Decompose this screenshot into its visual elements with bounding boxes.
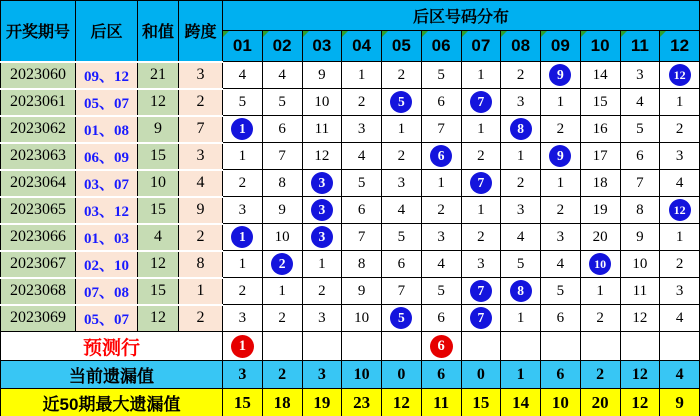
ball-cell-03: 2 — [302, 278, 342, 305]
period-cell: 2023068 — [1, 278, 76, 305]
ball-column-label: 09 — [550, 36, 570, 55]
ball-cell-11: 5 — [620, 116, 660, 143]
prediction-cell-02[interactable] — [262, 332, 302, 361]
ball-cell-02: 4 — [262, 62, 302, 89]
period-cell: 2023067 — [1, 251, 76, 278]
ball-cell-02: 6 — [262, 116, 302, 143]
ball-cell-06: 5 — [421, 278, 461, 305]
comment-marker-icon — [581, 31, 587, 37]
ball-cell-06: 6 — [421, 305, 461, 332]
current-omission-cell-12: 4 — [660, 361, 700, 389]
hit-ball: 5 — [390, 307, 412, 329]
prediction-row — [1, 332, 700, 361]
header-period: 开奖期号 — [1, 1, 76, 62]
ball-cell-12: 2 — [660, 251, 700, 278]
ball-cell-10: 2 — [580, 305, 620, 332]
ball-cell-09: 4 — [541, 251, 581, 278]
current-omission-cell-02: 2 — [262, 361, 302, 389]
hit-ball: 10 — [589, 253, 611, 275]
ball-cell-09: 5 — [541, 278, 581, 305]
ball-cell-12: 3 — [660, 278, 700, 305]
ball-cell-11: 8 — [620, 197, 660, 224]
ball-cell-03: 11 — [302, 116, 342, 143]
ball-cell-12: 4 — [660, 170, 700, 197]
prediction-cell-06[interactable] — [421, 332, 461, 361]
comment-marker-icon — [660, 31, 666, 37]
ball-cell-07: 2 — [461, 143, 501, 170]
ball-column-header-07 — [461, 31, 501, 62]
max-omission-cell-01: 15 — [223, 389, 263, 416]
hit-ball: 1 — [231, 226, 253, 248]
header-sum: 和值 — [138, 1, 179, 62]
current-omission-cell-01: 3 — [223, 361, 263, 389]
prediction-cell-10[interactable] — [580, 332, 620, 361]
period-cell: 2023069 — [1, 305, 76, 332]
max-omission-label: 近50期最大遗漏值 — [1, 389, 223, 416]
header-row-top — [1, 1, 700, 31]
ball-cell-07: 3 — [461, 251, 501, 278]
ball-column-header-02 — [262, 31, 302, 62]
draw-row-2023060 — [1, 62, 700, 89]
ball-column-label: 03 — [312, 36, 332, 55]
ball-cell-06: 5 — [421, 62, 461, 89]
ball-cell-09: 1 — [541, 170, 581, 197]
ball-cell-12: 3 — [660, 143, 700, 170]
ball-cell-10 — [580, 251, 620, 278]
ball-cell-05: 5 — [382, 224, 422, 251]
current-omission-cell-11: 12 — [620, 361, 660, 389]
ball-cell-01: 5 — [223, 89, 263, 116]
hit-ball: 6 — [430, 145, 452, 167]
ball-cell-10: 17 — [580, 143, 620, 170]
ball-cell-09: 6 — [541, 305, 581, 332]
span-cell: 4 — [179, 170, 223, 197]
ball-cell-06: 1 — [421, 170, 461, 197]
ball-cell-01: 2 — [223, 278, 263, 305]
draw-row-2023066 — [1, 224, 700, 251]
span-cell: 8 — [179, 251, 223, 278]
sum-cell: 12 — [138, 251, 179, 278]
comment-marker-icon — [382, 31, 388, 37]
back-zone-cell: 01、03 — [76, 224, 138, 251]
back-zone-cell: 05、07 — [76, 305, 138, 332]
ball-column-header-04 — [342, 31, 382, 62]
current-omission-row — [1, 361, 700, 389]
ball-cell-02: 8 — [262, 170, 302, 197]
comment-marker-icon — [223, 31, 229, 37]
ball-cell-04: 4 — [342, 143, 382, 170]
ball-cell-04: 6 — [342, 197, 382, 224]
ball-cell-08 — [501, 116, 541, 143]
ball-cell-02: 1 — [262, 278, 302, 305]
sum-cell: 9 — [138, 116, 179, 143]
max-omission-row — [1, 389, 700, 416]
hit-ball: 1 — [231, 118, 253, 140]
draw-row-2023063 — [1, 143, 700, 170]
ball-cell-04: 10 — [342, 305, 382, 332]
ball-cell-09 — [541, 143, 581, 170]
current-omission-cell-10: 2 — [580, 361, 620, 389]
ball-cell-11: 4 — [620, 89, 660, 116]
ball-cell-04: 1 — [342, 62, 382, 89]
sum-cell: 15 — [138, 278, 179, 305]
max-omission-cell-08: 14 — [501, 389, 541, 416]
ball-cell-08: 1 — [501, 143, 541, 170]
draw-row-2023069 — [1, 305, 700, 332]
span-cell: 1 — [179, 278, 223, 305]
ball-cell-11: 9 — [620, 224, 660, 251]
ball-cell-12: 1 — [660, 89, 700, 116]
span-cell: 3 — [179, 62, 223, 89]
ball-column-label: 01 — [232, 36, 252, 55]
draw-row-2023061 — [1, 89, 700, 116]
ball-cell-07 — [461, 170, 501, 197]
max-omission-cell-11: 12 — [620, 389, 660, 416]
ball-cell-08: 3 — [501, 197, 541, 224]
ball-cell-06: 7 — [421, 116, 461, 143]
ball-cell-01: 3 — [223, 197, 263, 224]
prediction-ball: 1 — [231, 335, 254, 358]
hit-ball: 12 — [669, 64, 691, 86]
current-omission-cell-06: 6 — [421, 361, 461, 389]
current-omission-label: 当前遗漏值 — [1, 361, 223, 389]
draw-row-2023065 — [1, 197, 700, 224]
ball-cell-03: 9 — [302, 62, 342, 89]
hit-ball: 7 — [470, 172, 492, 194]
draw-row-2023062 — [1, 116, 700, 143]
hit-ball: 3 — [311, 226, 333, 248]
ball-cell-12 — [660, 62, 700, 89]
ball-cell-07 — [461, 305, 501, 332]
max-omission-cell-02: 18 — [262, 389, 302, 416]
ball-column-header-08 — [501, 31, 541, 62]
ball-cell-07: 1 — [461, 62, 501, 89]
sum-cell: 21 — [138, 62, 179, 89]
back-zone-cell: 02、10 — [76, 251, 138, 278]
ball-cell-06: 3 — [421, 224, 461, 251]
ball-cell-05: 4 — [382, 197, 422, 224]
max-omission-cell-07: 15 — [461, 389, 501, 416]
ball-cell-01: 3 — [223, 305, 263, 332]
ball-column-header-10 — [580, 31, 620, 62]
ball-cell-04: 9 — [342, 278, 382, 305]
ball-cell-03: 3 — [302, 305, 342, 332]
span-cell: 9 — [179, 197, 223, 224]
sum-cell: 10 — [138, 170, 179, 197]
period-cell: 2023063 — [1, 143, 76, 170]
current-omission-cell-08: 1 — [501, 361, 541, 389]
hit-ball: 9 — [549, 64, 571, 86]
hit-ball: 7 — [470, 280, 492, 302]
comment-marker-icon — [462, 31, 468, 37]
max-omission-cell-12: 9 — [660, 389, 700, 416]
ball-cell-10: 18 — [580, 170, 620, 197]
comment-marker-icon — [342, 31, 348, 37]
ball-cell-07: 1 — [461, 197, 501, 224]
hit-ball: 5 — [390, 91, 412, 113]
ball-column-label: 11 — [630, 36, 649, 55]
prediction-cell-07[interactable] — [461, 332, 501, 361]
span-cell: 2 — [179, 305, 223, 332]
ball-column-label: 02 — [272, 36, 292, 55]
ball-cell-07 — [461, 278, 501, 305]
ball-cell-06 — [421, 143, 461, 170]
ball-cell-08: 1 — [501, 305, 541, 332]
comment-marker-icon — [303, 31, 309, 37]
span-cell: 2 — [179, 224, 223, 251]
ball-cell-06: 4 — [421, 251, 461, 278]
span-cell: 2 — [179, 89, 223, 116]
back-zone-cell: 03、07 — [76, 170, 138, 197]
draw-row-2023064 — [1, 170, 700, 197]
ball-cell-07: 2 — [461, 224, 501, 251]
ball-cell-07 — [461, 89, 501, 116]
ball-cell-05 — [382, 305, 422, 332]
max-omission-cell-05: 12 — [382, 389, 422, 416]
ball-column-label: 08 — [511, 36, 531, 55]
max-omission-cell-04: 23 — [342, 389, 382, 416]
hit-ball: 7 — [470, 307, 492, 329]
ball-cell-05 — [382, 89, 422, 116]
ball-column-label: 04 — [352, 36, 372, 55]
ball-column-label: 05 — [391, 36, 411, 55]
prediction-cell-08[interactable] — [501, 332, 541, 361]
hit-ball: 12 — [669, 199, 691, 221]
ball-cell-09: 2 — [541, 197, 581, 224]
ball-cell-11: 10 — [620, 251, 660, 278]
ball-cell-06: 2 — [421, 197, 461, 224]
ball-cell-12: 4 — [660, 305, 700, 332]
period-cell: 2023064 — [1, 170, 76, 197]
ball-cell-05: 7 — [382, 278, 422, 305]
back-zone-cell: 07、08 — [76, 278, 138, 305]
ball-cell-11: 11 — [620, 278, 660, 305]
ball-column-header-06 — [421, 31, 461, 62]
period-cell: 2023060 — [1, 62, 76, 89]
back-zone-cell: 01、08 — [76, 116, 138, 143]
draw-row-2023068 — [1, 278, 700, 305]
prediction-cell-03[interactable] — [302, 332, 342, 361]
ball-cell-04: 2 — [342, 89, 382, 116]
ball-cell-11: 6 — [620, 143, 660, 170]
ball-cell-08: 4 — [501, 224, 541, 251]
back-zone-cell: 06、09 — [76, 143, 138, 170]
period-cell: 2023062 — [1, 116, 76, 143]
sum-cell: 15 — [138, 197, 179, 224]
ball-cell-09 — [541, 62, 581, 89]
ball-cell-05: 2 — [382, 143, 422, 170]
sum-cell: 12 — [138, 305, 179, 332]
ball-cell-09: 3 — [541, 224, 581, 251]
comment-marker-icon — [263, 31, 269, 37]
prediction-cell-01[interactable] — [223, 332, 263, 361]
ball-cell-02: 5 — [262, 89, 302, 116]
ball-cell-06: 6 — [421, 89, 461, 116]
ball-cell-01 — [223, 116, 263, 143]
ball-cell-01: 4 — [223, 62, 263, 89]
current-omission-cell-07: 0 — [461, 361, 501, 389]
ball-cell-02: 10 — [262, 224, 302, 251]
ball-cell-03: 10 — [302, 89, 342, 116]
prediction-cell-11[interactable] — [620, 332, 660, 361]
sum-cell: 15 — [138, 143, 179, 170]
ball-cell-03: 12 — [302, 143, 342, 170]
back-zone-cell: 05、07 — [76, 89, 138, 116]
ball-cell-04: 5 — [342, 170, 382, 197]
span-cell: 3 — [179, 143, 223, 170]
ball-cell-02: 7 — [262, 143, 302, 170]
period-cell: 2023065 — [1, 197, 76, 224]
hit-ball: 9 — [549, 145, 571, 167]
ball-cell-01: 1 — [223, 143, 263, 170]
ball-cell-02: 9 — [262, 197, 302, 224]
prediction-row-label: 预测行 — [1, 332, 223, 361]
ball-column-header-03 — [302, 31, 342, 62]
ball-cell-11: 3 — [620, 62, 660, 89]
hit-ball: 8 — [510, 280, 532, 302]
ball-cell-08: 2 — [501, 170, 541, 197]
header-distribution: 后区号码分布 — [223, 1, 700, 31]
comment-marker-icon — [621, 31, 627, 37]
ball-cell-01 — [223, 224, 263, 251]
ball-cell-08 — [501, 278, 541, 305]
period-cell: 2023066 — [1, 224, 76, 251]
ball-cell-10: 16 — [580, 116, 620, 143]
ball-cell-01: 1 — [223, 251, 263, 278]
sum-cell: 12 — [138, 89, 179, 116]
ball-column-label: 07 — [471, 36, 491, 55]
ball-column-header-12 — [660, 31, 700, 62]
prediction-cell-05[interactable] — [382, 332, 422, 361]
current-omission-cell-03: 3 — [302, 361, 342, 389]
ball-cell-03 — [302, 170, 342, 197]
ball-column-header-09 — [541, 31, 581, 62]
comment-marker-icon — [422, 31, 428, 37]
ball-cell-08: 2 — [501, 62, 541, 89]
ball-cell-05: 3 — [382, 170, 422, 197]
ball-cell-12: 2 — [660, 116, 700, 143]
ball-cell-11: 7 — [620, 170, 660, 197]
comment-marker-icon — [501, 31, 507, 37]
ball-cell-10: 14 — [580, 62, 620, 89]
ball-cell-09: 2 — [541, 116, 581, 143]
ball-column-header-01 — [223, 31, 263, 62]
prediction-cell-09[interactable] — [541, 332, 581, 361]
current-omission-cell-09: 6 — [541, 361, 581, 389]
ball-column-label: 10 — [590, 36, 610, 55]
ball-cell-01: 2 — [223, 170, 263, 197]
current-omission-cell-05: 0 — [382, 361, 422, 389]
ball-cell-02: 2 — [262, 305, 302, 332]
ball-cell-08: 3 — [501, 89, 541, 116]
ball-cell-10: 19 — [580, 197, 620, 224]
ball-cell-02 — [262, 251, 302, 278]
prediction-ball: 6 — [430, 335, 453, 358]
ball-cell-03 — [302, 224, 342, 251]
ball-cell-11: 12 — [620, 305, 660, 332]
ball-cell-10: 1 — [580, 278, 620, 305]
ball-cell-04: 8 — [342, 251, 382, 278]
header-back-zone: 后区 — [76, 1, 138, 62]
ball-cell-05: 2 — [382, 62, 422, 89]
ball-cell-12: 1 — [660, 224, 700, 251]
ball-cell-04: 3 — [342, 116, 382, 143]
comment-marker-icon — [541, 31, 547, 37]
ball-cell-08: 5 — [501, 251, 541, 278]
ball-cell-10: 15 — [580, 89, 620, 116]
ball-column-label: 06 — [431, 36, 451, 55]
hit-ball: 2 — [271, 253, 293, 275]
current-omission-cell-04: 10 — [342, 361, 382, 389]
hit-ball: 7 — [470, 91, 492, 113]
prediction-cell-12[interactable] — [660, 332, 700, 361]
sum-cell: 4 — [138, 224, 179, 251]
period-cell: 2023061 — [1, 89, 76, 116]
max-omission-cell-09: 10 — [541, 389, 581, 416]
hit-ball: 3 — [311, 172, 333, 194]
span-cell: 7 — [179, 116, 223, 143]
ball-column-header-05 — [382, 31, 422, 62]
ball-cell-12 — [660, 197, 700, 224]
ball-column-label: 12 — [670, 36, 690, 55]
ball-cell-04: 7 — [342, 224, 382, 251]
max-omission-cell-06: 11 — [421, 389, 461, 416]
ball-cell-03 — [302, 197, 342, 224]
ball-cell-03: 1 — [302, 251, 342, 278]
ball-column-header-11 — [620, 31, 660, 62]
prediction-cell-04[interactable] — [342, 332, 382, 361]
back-zone-cell: 03、12 — [76, 197, 138, 224]
ball-cell-05: 6 — [382, 251, 422, 278]
ball-cell-07: 1 — [461, 116, 501, 143]
ball-cell-05: 1 — [382, 116, 422, 143]
max-omission-cell-10: 20 — [580, 389, 620, 416]
ball-cell-09: 1 — [541, 89, 581, 116]
hit-ball: 3 — [311, 199, 333, 221]
header-span: 跨度 — [179, 1, 223, 62]
hit-ball: 8 — [510, 118, 532, 140]
ball-cell-10: 20 — [580, 224, 620, 251]
back-zone-cell: 09、12 — [76, 62, 138, 89]
max-omission-cell-03: 19 — [302, 389, 342, 416]
draw-row-2023067 — [1, 251, 700, 278]
